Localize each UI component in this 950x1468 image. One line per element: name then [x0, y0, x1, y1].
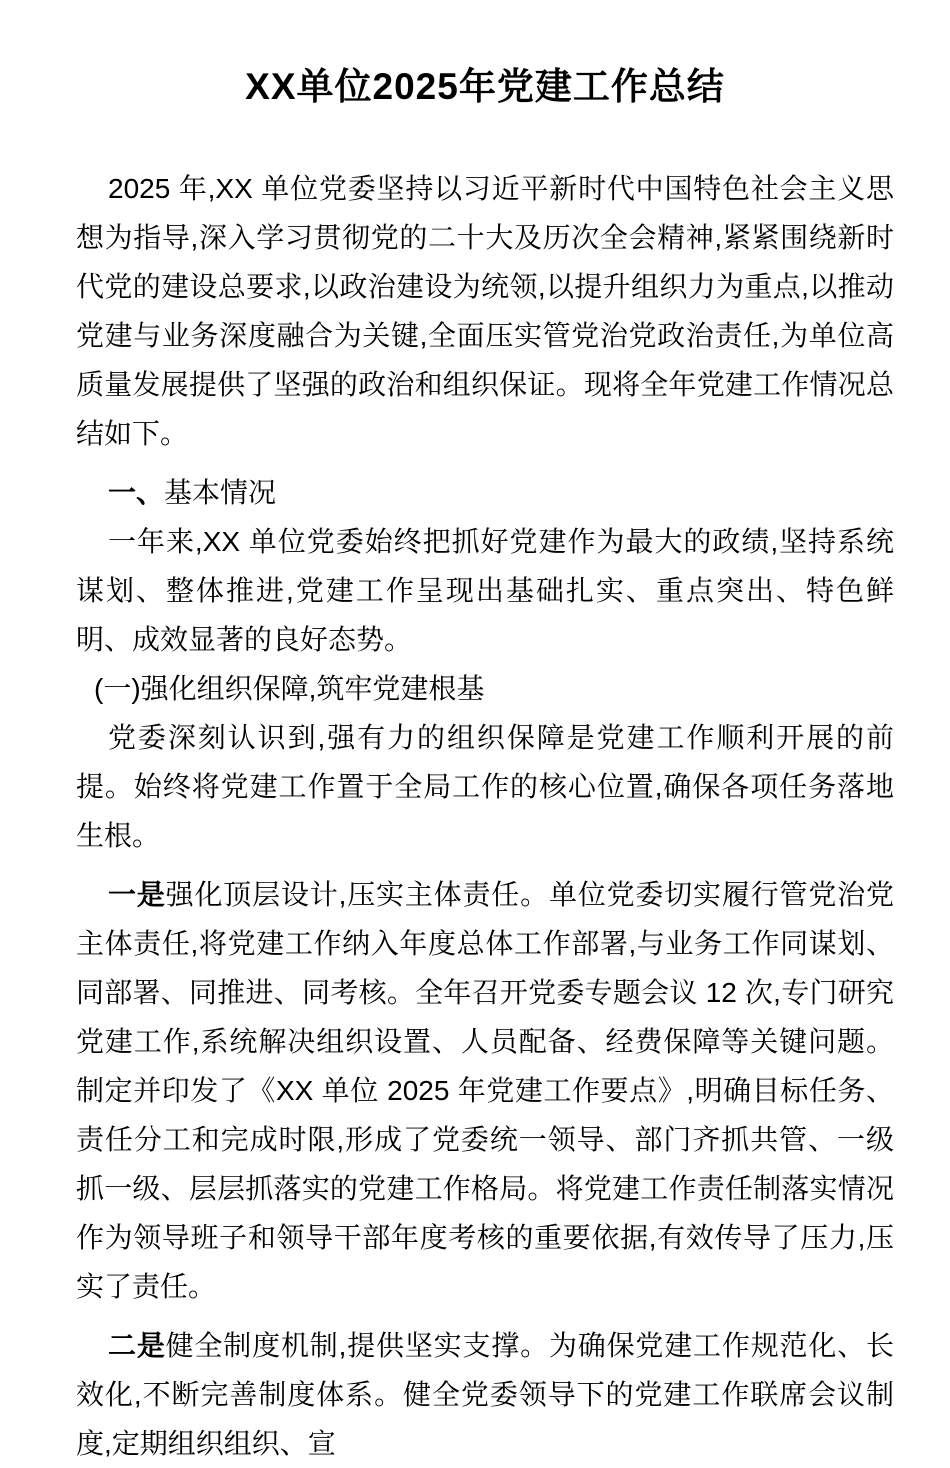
paragraph: [76, 713, 894, 860]
paragraph: [76, 870, 894, 1311]
bold-text-run: 一是: [108, 879, 166, 910]
document-title: XX单位2025年党建工作总结: [245, 66, 725, 107]
text-run: 2025 年,XX 单位党委坚持以习近平新时代中国特色社会主义思想为指导,深入学习贯彻党的二十大及历次全会精神,紧紧围绕新时代党的建设总要求,以政治建设为统领,以提升组织力为重点,以推动党建与业务深度融合为关键,全面压实管党治党政治责任,为单位高质量发展提供了坚强的政治和组织保证。现将全年党建工作情况总结如下。: [76, 173, 894, 449]
section-heading: [76, 468, 894, 517]
paragraph: [76, 1321, 894, 1468]
text-run: 强化顶层设计,压实主体责任。单位党委切实履行管党治党主体责任,将党建工作纳入年度总体工作部署,与业务工作同谋划、同部署、同推进、同考核。全年召开党委专题会议 12 次,专门研究党建工作,系统解决组织设置、人员配备、经费保障等关键问题。制定并印发了《XX 单位 2025 年党建工作要点》,明确目标任务、责任分工和完成时限,形成了党委统一领导、部门齐抓共管、一级抓一级、层层抓落实的党建工作格局。将党建工作责任制落实情况作为领导班子和领导干部年度考核的重要依据,有效传导了压力,压实了责任。: [76, 879, 894, 1302]
bold-text-run: 二是: [108, 1330, 166, 1361]
paragraph: [76, 164, 894, 458]
text-run: (一)强化组织保障,筑牢党建根基: [94, 673, 485, 704]
paragraph: [76, 517, 894, 664]
text-run: 基本情况: [164, 477, 277, 508]
text-run: 健全制度机制,提供坚实支撑。为确保党建工作规范化、长效化,不断完善制度体系。健全党委领导下的党建工作联席会议制度,定期组织组织、宣: [76, 1330, 894, 1459]
subsection-heading: [76, 664, 894, 713]
text-run: 党委深刻认识到,强有力的组织保障是党建工作顺利开展的前提。始终将党建工作置于全局工作的核心位置,确保各项任务落地生根。: [76, 722, 894, 851]
text-run: 一年来,XX 单位党委始终把抓好党建作为最大的政绩,坚持系统谋划、整体推进,党建工作呈现出基础扎实、重点突出、特色鲜明、成效显著的良好态势。: [76, 526, 894, 655]
document-body: [76, 164, 894, 1468]
bold-text-run: 一、: [108, 477, 165, 508]
